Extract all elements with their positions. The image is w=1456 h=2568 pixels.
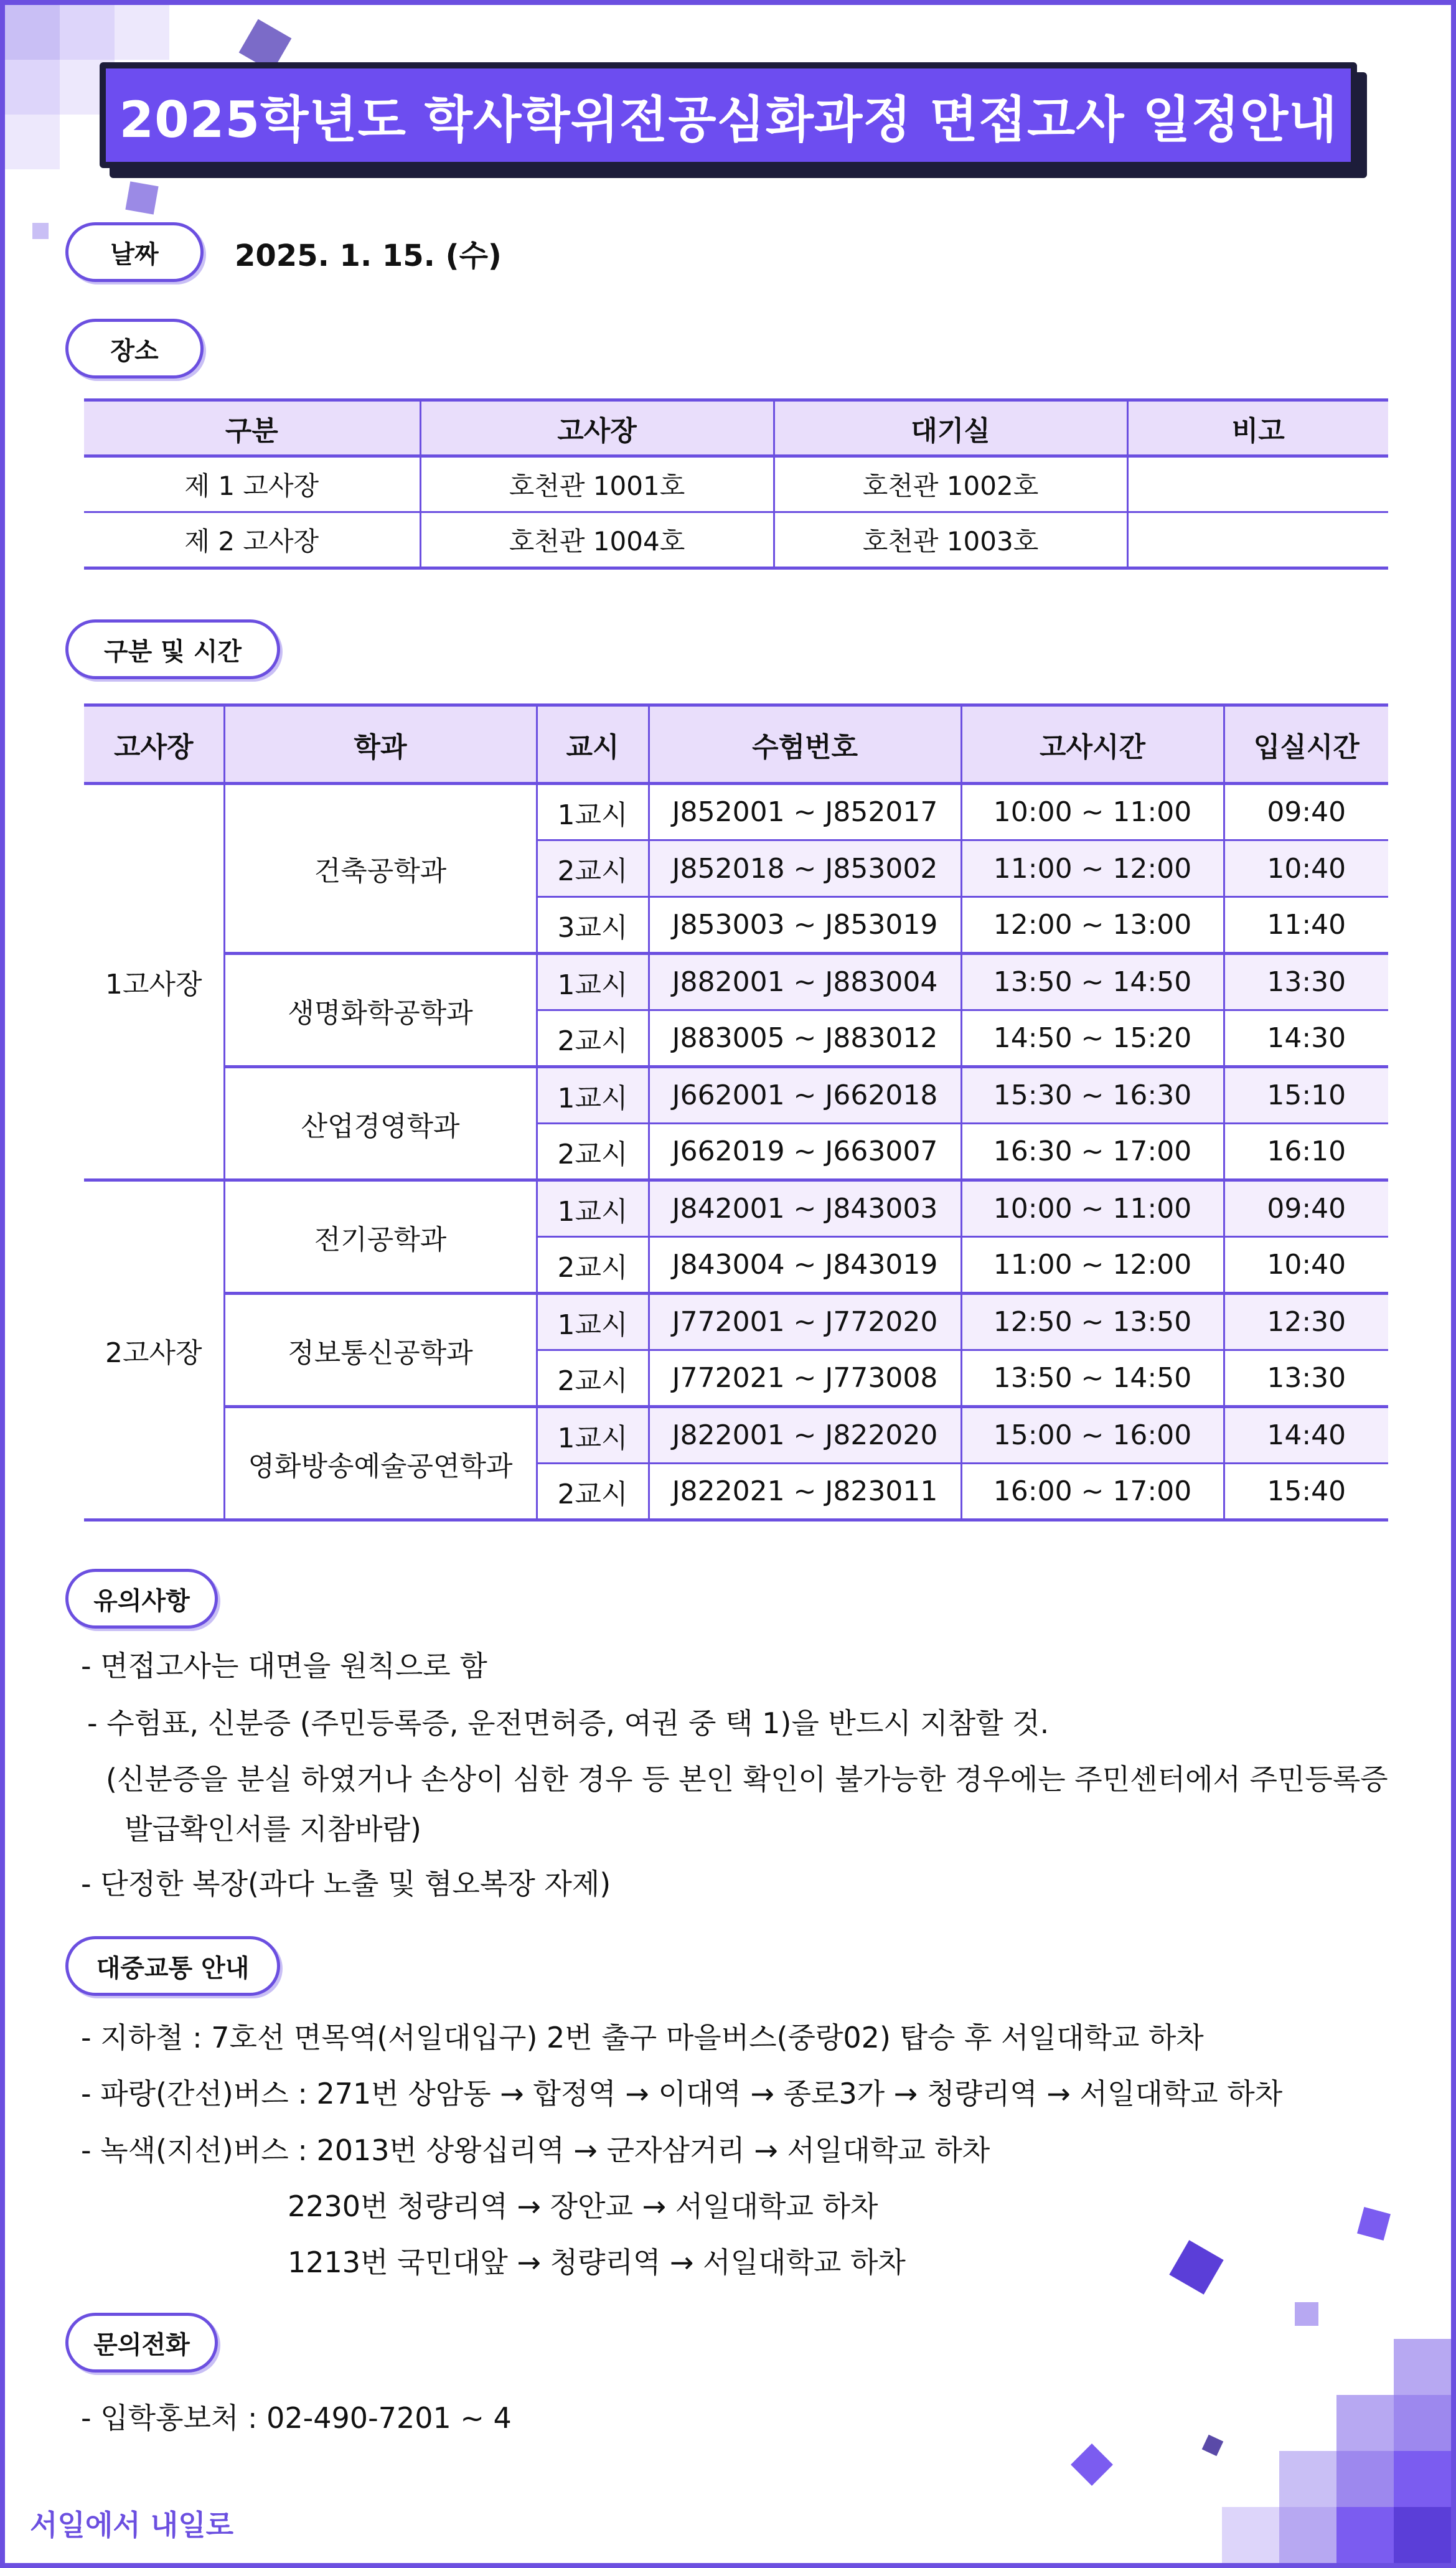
exam-number-cell: J822021 ~ J823011 (649, 1464, 961, 1520)
period-cell: 2교시 (537, 840, 649, 897)
place-table (84, 398, 1388, 570)
schedule-table (84, 703, 1388, 1522)
title-banner (100, 62, 1357, 168)
schedule-header-room: 고사장 (84, 705, 224, 784)
schedule-header-dept: 학과 (224, 705, 537, 784)
place-cell: 호천관 1001호 (420, 456, 774, 512)
exam-number-cell: J852018 ~ J853002 (649, 840, 961, 897)
table-row (84, 1294, 1388, 1350)
dept-cell: 영화방송예술공연학과 (224, 1407, 537, 1520)
exam-number-cell: J842001 ~ J843003 (649, 1180, 961, 1237)
transit-line: 1213번 국민대앞 → 청량리역 → 서일대학교 하차 (288, 2246, 906, 2279)
schedule-header-period: 교시 (537, 705, 649, 784)
exam-time-cell: 10:00 ~ 11:00 (961, 784, 1224, 840)
contact-line: - 입학홍보처 : 02-490-7201 ~ 4 (81, 2401, 512, 2435)
exam-time-cell: 13:50 ~ 14:50 (961, 1350, 1224, 1407)
note-line: (신분증을 분실 하였거나 손상이 심한 경우 등 본인 확인이 불가능한 경우에는 주민센터에서 주민등록증 (106, 1762, 1388, 1796)
period-cell: 2교시 (537, 1464, 649, 1520)
exam-time-cell: 14:50 ~ 15:20 (961, 1010, 1224, 1067)
exam-time-cell: 15:00 ~ 16:00 (961, 1407, 1224, 1464)
date-value: 2025. 1. 15. (수) (235, 238, 502, 273)
note-line: 발급확인서를 지참바람) (124, 1812, 421, 1846)
entry-time-cell: 15:10 (1224, 1067, 1388, 1124)
place-cell: 호천관 1003호 (774, 512, 1127, 568)
table-row (84, 954, 1388, 1010)
schedule-header-exam-number: 수험번호 (649, 705, 961, 784)
schedule-table-header (84, 705, 1388, 784)
dept-cell: 전기공학과 (224, 1180, 537, 1294)
period-cell: 1교시 (537, 954, 649, 1010)
place-cell (1127, 456, 1388, 512)
transit-line: - 파랑(간선)버스 : 271번 상암동 → 합정역 → 이대역 → 종로3가 → 청량리역 → 서일대학교 하차 (81, 2077, 1283, 2110)
period-cell: 2교시 (537, 1010, 649, 1067)
date-label: 날짜 (65, 222, 204, 282)
note-line: - 면접고사는 대면을 원칙으로 함 (81, 1649, 487, 1683)
period-cell: 1교시 (537, 1407, 649, 1464)
transit-label: 대중교통 안내 (65, 1936, 280, 1996)
entry-time-cell: 14:30 (1224, 1010, 1388, 1067)
entry-time-cell: 13:30 (1224, 954, 1388, 1010)
footer-logo: 서일에서 내일로 (30, 2508, 234, 2542)
period-cell: 1교시 (537, 1180, 649, 1237)
period-cell: 2교시 (537, 1124, 649, 1180)
period-cell: 1교시 (537, 784, 649, 840)
entry-time-cell: 09:40 (1224, 784, 1388, 840)
schedule-header-exam-time: 고사시간 (961, 705, 1224, 784)
exam-time-cell: 12:50 ~ 13:50 (961, 1294, 1224, 1350)
period-cell: 2교시 (537, 1350, 649, 1407)
table-row (84, 456, 1388, 512)
decor-square (125, 181, 158, 214)
exam-time-cell: 16:00 ~ 17:00 (961, 1464, 1224, 1520)
period-cell: 1교시 (537, 1067, 649, 1124)
dept-cell: 건축공학과 (224, 784, 537, 954)
exam-time-cell: 12:00 ~ 13:00 (961, 897, 1224, 954)
place-cell: 제 1 고사장 (84, 456, 420, 512)
period-cell: 1교시 (537, 1294, 649, 1350)
period-cell: 2교시 (537, 1237, 649, 1294)
schedule-label: 구분 및 시간 (65, 619, 280, 679)
transit-line: 2230번 청량리역 → 장안교 → 서일대학교 하차 (288, 2189, 878, 2223)
entry-time-cell: 15:40 (1224, 1464, 1388, 1520)
exam-number-cell: J882001 ~ J883004 (649, 954, 961, 1010)
place-header-exam-room: 고사장 (420, 400, 774, 456)
room-cell: 2고사장 (84, 1180, 224, 1520)
note-line: - 수험표, 신분증 (주민등록증, 운전면허증, 여권 중 택 1)을 반드시 지참할 것. (87, 1706, 1050, 1740)
place-header-note: 비고 (1127, 400, 1388, 456)
place-header-category: 구분 (84, 400, 420, 456)
dept-cell: 생명화학공학과 (224, 954, 537, 1067)
decor-square (1295, 2302, 1318, 2326)
notes-label: 유의사항 (65, 1569, 218, 1629)
exam-number-cell: J662019 ~ J663007 (649, 1124, 961, 1180)
exam-number-cell: J883005 ~ J883012 (649, 1010, 961, 1067)
exam-time-cell: 11:00 ~ 12:00 (961, 1237, 1224, 1294)
table-row (84, 1067, 1388, 1124)
table-row (84, 784, 1388, 840)
page-title: 2025학년도 학사학위전공심화과정 면접고사 일정안내 (119, 90, 1338, 149)
exam-number-cell: J843004 ~ J843019 (649, 1237, 961, 1294)
dept-cell: 정보통신공학과 (224, 1294, 537, 1407)
exam-time-cell: 15:30 ~ 16:30 (961, 1067, 1224, 1124)
entry-time-cell: 16:10 (1224, 1124, 1388, 1180)
transit-line: - 녹색(지선)버스 : 2013번 상왕십리역 → 군자삼거리 → 서일대학교 하차 (81, 2133, 990, 2167)
place-cell: 제 2 고사장 (84, 512, 420, 568)
entry-time-cell: 10:40 (1224, 1237, 1388, 1294)
exam-number-cell: J662001 ~ J662018 (649, 1067, 961, 1124)
place-table-header (84, 400, 1388, 456)
table-row (84, 1180, 1388, 1237)
entry-time-cell: 13:30 (1224, 1350, 1388, 1407)
table-row (84, 1407, 1388, 1464)
exam-number-cell: J852001 ~ J852017 (649, 784, 961, 840)
period-cell: 3교시 (537, 897, 649, 954)
entry-time-cell: 10:40 (1224, 840, 1388, 897)
place-cell: 호천관 1002호 (774, 456, 1127, 512)
room-cell: 1고사장 (84, 784, 224, 1180)
contact-label: 문의전화 (65, 2313, 218, 2373)
title-bar (100, 62, 1357, 168)
exam-time-cell: 11:00 ~ 12:00 (961, 840, 1224, 897)
schedule-header-entry-time: 입실시간 (1224, 705, 1388, 784)
note-line: - 단정한 복장(과다 노출 및 혐오복장 자제) (81, 1867, 611, 1901)
place-cell: 호천관 1004호 (420, 512, 774, 568)
entry-time-cell: 11:40 (1224, 897, 1388, 954)
exam-number-cell: J772001 ~ J772020 (649, 1294, 961, 1350)
entry-time-cell: 09:40 (1224, 1180, 1388, 1237)
place-header-waiting-room: 대기실 (774, 400, 1127, 456)
exam-number-cell: J772021 ~ J773008 (649, 1350, 961, 1407)
exam-number-cell: J853003 ~ J853019 (649, 897, 961, 954)
exam-time-cell: 13:50 ~ 14:50 (961, 954, 1224, 1010)
dept-cell: 산업경영학과 (224, 1067, 537, 1180)
exam-time-cell: 10:00 ~ 11:00 (961, 1180, 1224, 1237)
entry-time-cell: 14:40 (1224, 1407, 1388, 1464)
place-cell (1127, 512, 1388, 568)
exam-number-cell: J822001 ~ J822020 (649, 1407, 961, 1464)
exam-time-cell: 16:30 ~ 17:00 (961, 1124, 1224, 1180)
decor-square (32, 223, 49, 239)
entry-time-cell: 12:30 (1224, 1294, 1388, 1350)
place-label: 장소 (65, 319, 204, 379)
decor-pixels-bottom-right (1222, 2339, 1451, 2563)
table-row (84, 512, 1388, 568)
transit-line: - 지하철 : 7호선 면목역(서일대입구) 2번 출구 마을버스(중랑02) 탑승 후 서일대학교 하차 (81, 2021, 1204, 2054)
